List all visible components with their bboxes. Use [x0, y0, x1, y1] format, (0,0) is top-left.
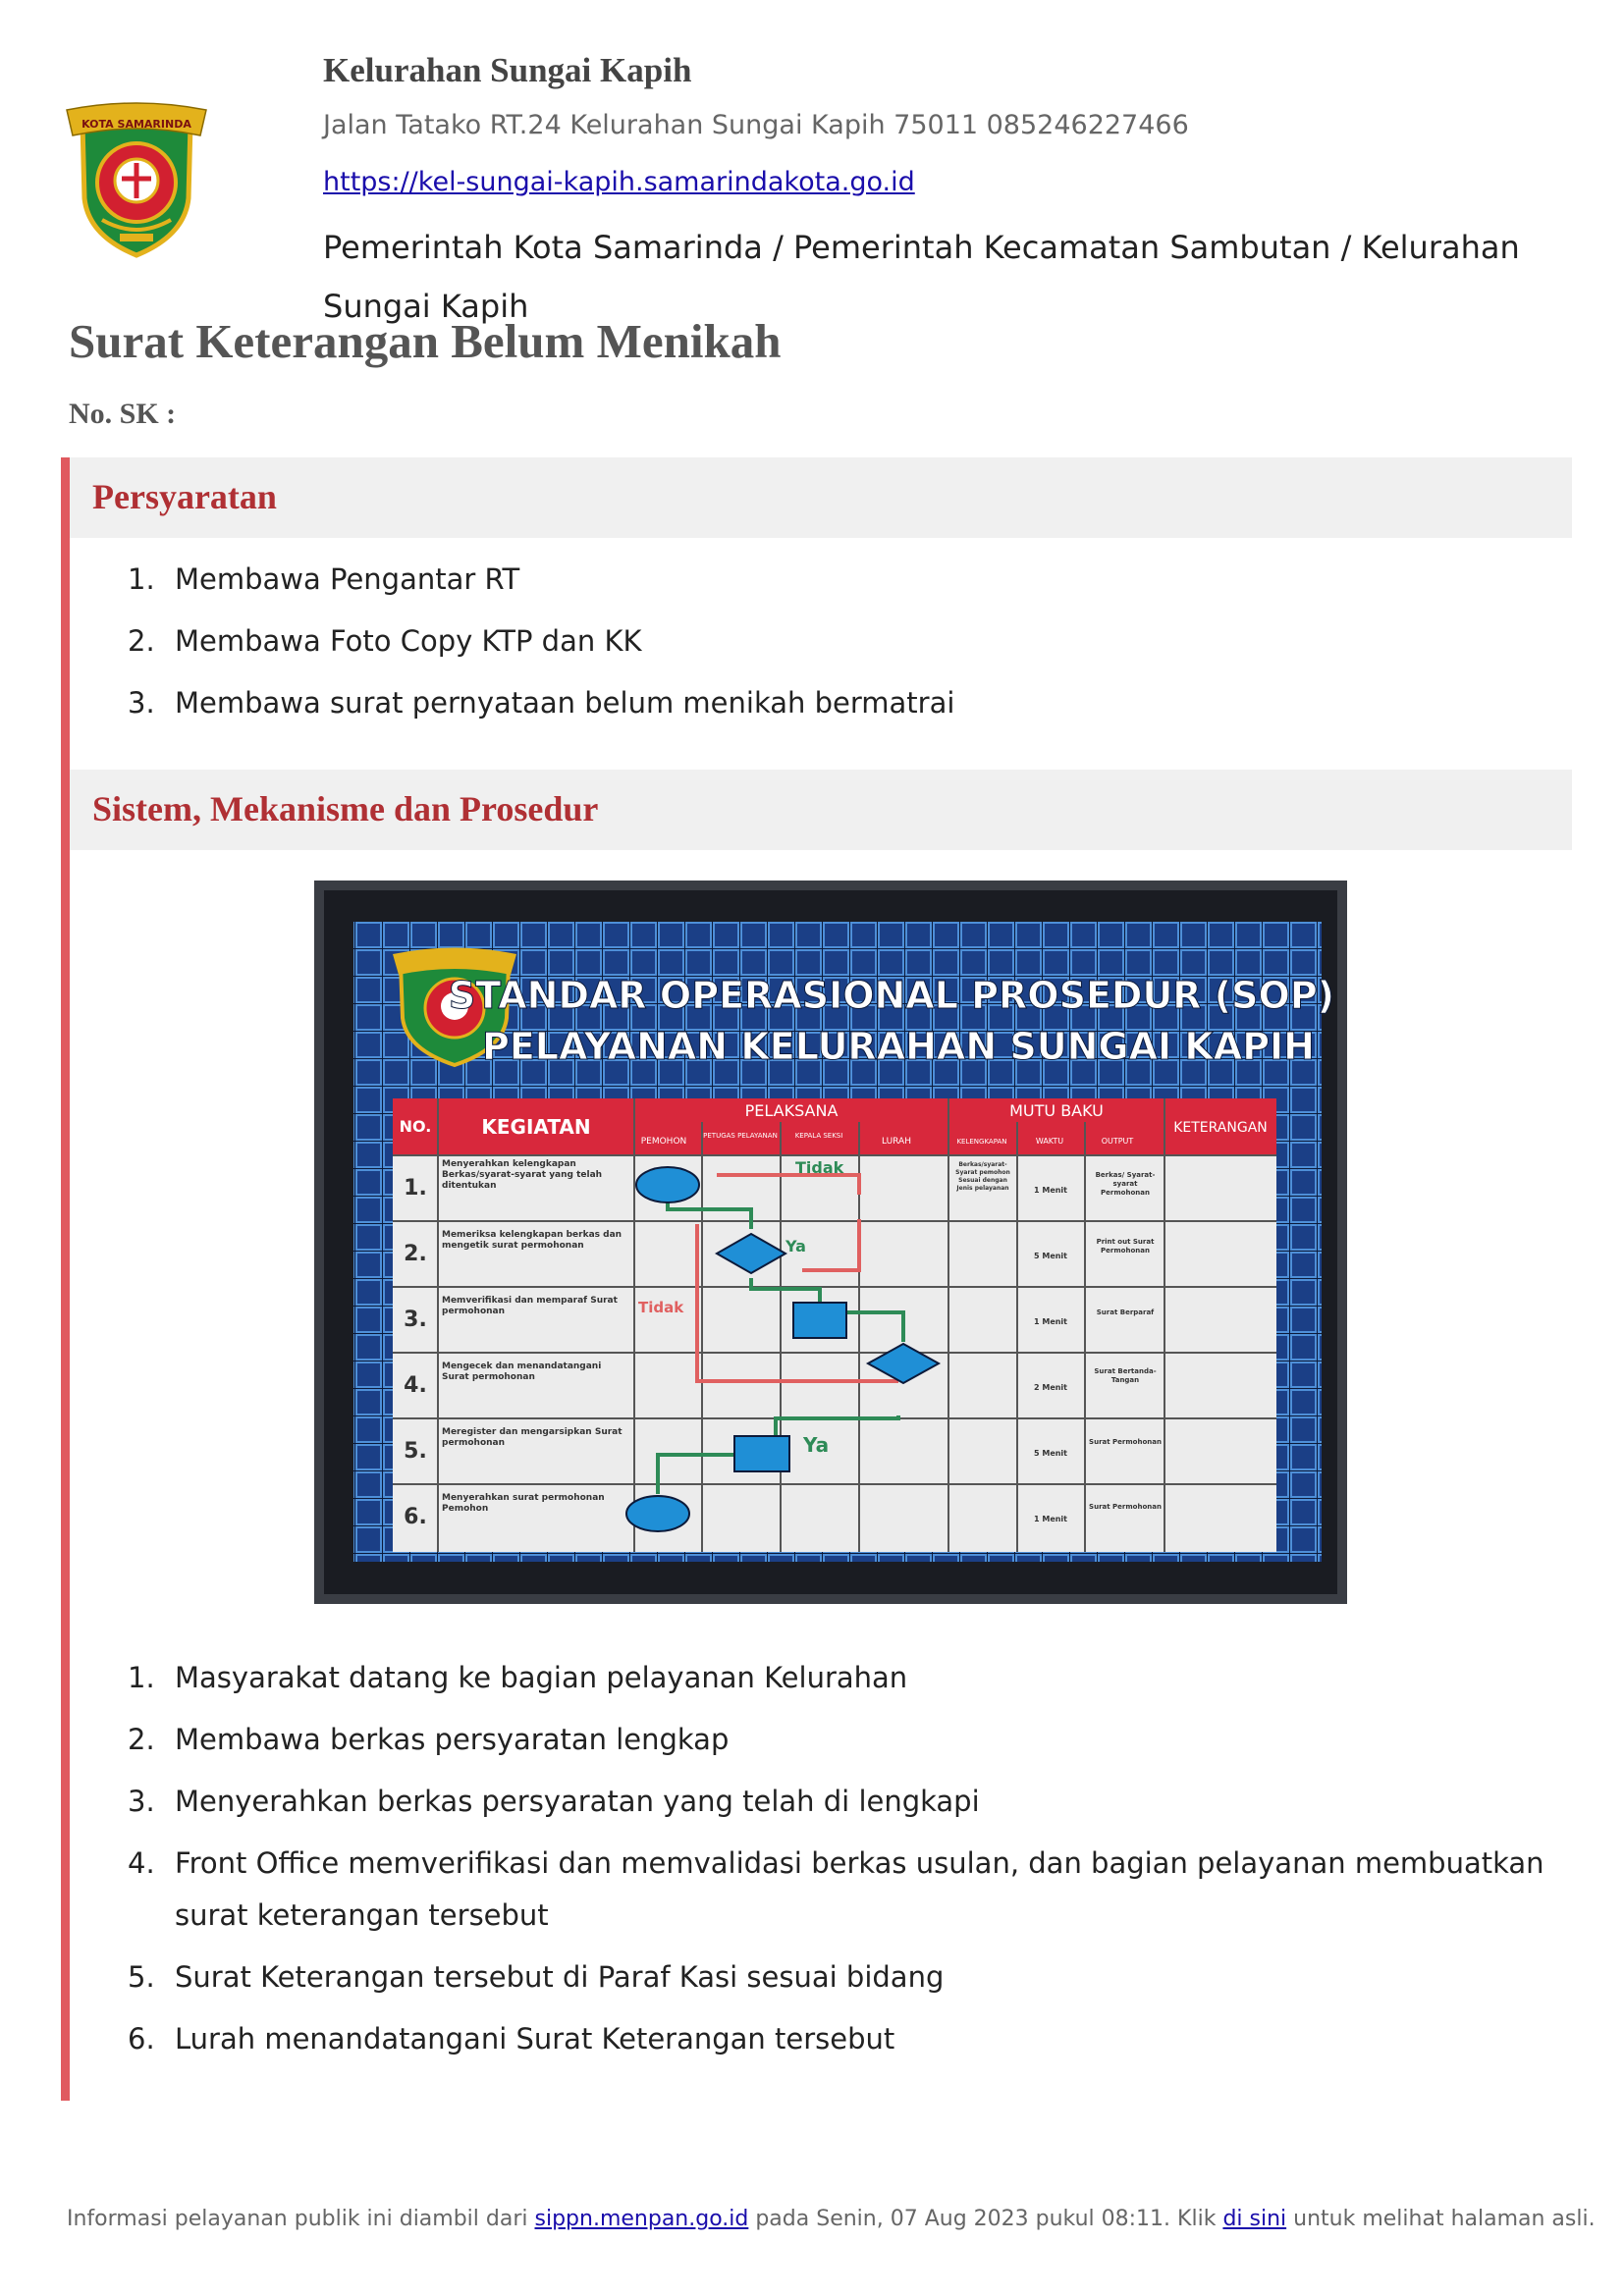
- board-col-keterangan: KETERANGAN: [1173, 1120, 1268, 1136]
- list-number: 1.: [128, 1661, 155, 1694]
- board-row-kegiatan: Memverifikasi dan memparaf Surat permohonan: [442, 1296, 618, 1316]
- footer-middle: pada Senin, 07 Aug 2023 pukul 08:11. Klik: [755, 2207, 1217, 2231]
- board-sub-kepala: KEPALA SEKSI: [794, 1132, 843, 1140]
- prosedur-item: [128, 2013, 1551, 2065]
- list-number: 2.: [128, 624, 155, 658]
- flow-label-ya: Ya: [803, 1433, 830, 1457]
- prosedur-item: [128, 1776, 1551, 1828]
- list-number: 2.: [128, 1723, 155, 1756]
- persyaratan-item: [128, 677, 1551, 729]
- flow-label-tidak: Tidak: [638, 1299, 684, 1316]
- board-row-output: Surat Bertanda-Tangan: [1094, 1367, 1157, 1384]
- flow-process-box: [793, 1303, 846, 1338]
- board-sub-waktu: WAKTU: [1035, 1137, 1064, 1146]
- persyaratan-item: [128, 615, 1551, 667]
- prosedur-header: [70, 770, 1572, 850]
- board-row-output: Surat Permohonan: [1089, 1503, 1162, 1511]
- board-title-line-2: PELAYANAN KELURAHAN SUNGAI KAPIH: [481, 1025, 1316, 1068]
- kota-samarinda-logo: [63, 102, 210, 259]
- logo-text: KOTA SAMARINDA: [81, 118, 191, 131]
- list-number: 6.: [128, 2022, 155, 2056]
- board-row-kegiatan: Mengecek dan menandatangani Surat permohonan: [442, 1362, 602, 1382]
- original-page-link[interactable]: di sini: [1222, 2207, 1287, 2231]
- board-row-output: Surat Berparaf: [1096, 1308, 1155, 1316]
- prosedur-title: Sistem, Mekanisme dan Prosedur: [92, 789, 599, 828]
- list-text: Membawa surat pernyataan belum menikah bermatrai: [175, 686, 955, 720]
- board-row-output: Surat Permohonan: [1089, 1438, 1162, 1446]
- list-text: Menyerahkan berkas persyaratan yang telah di lengkapi: [175, 1785, 980, 1818]
- board-col-mutu: MUTU BAKU: [1009, 1101, 1104, 1120]
- document-title: Surat Keterangan Belum Menikah: [69, 314, 782, 368]
- board-col-kegiatan: KEGIATAN: [481, 1115, 591, 1139]
- persyaratan-title: Persyaratan: [92, 477, 277, 516]
- board-row-waktu: 1 Menit: [1034, 1317, 1067, 1326]
- list-text: Membawa Pengantar RT: [175, 562, 520, 596]
- list-text: Membawa Foto Copy KTP dan KK: [175, 624, 642, 658]
- board-row-no: 2.: [404, 1242, 427, 1266]
- board-col-no: NO.: [399, 1117, 432, 1136]
- flow-end-terminator: [626, 1496, 689, 1531]
- persyaratan-item: [128, 554, 1551, 606]
- flow-start-terminator: [636, 1167, 699, 1202]
- list-number: 3.: [128, 1785, 155, 1818]
- board-row-kegiatan: Menyerahkan kelengkapan Berkas/syarat-syarat yang telah ditentukan: [442, 1159, 603, 1191]
- office-name: Kelurahan Sungai Kapih: [323, 51, 692, 89]
- prosedur-item: [128, 1838, 1551, 1942]
- source-footer: [67, 2202, 1596, 2237]
- board-row-waktu: 2 Menit: [1034, 1383, 1067, 1392]
- list-text: Masyarakat datang ke bagian pelayanan Kelurahan: [175, 1661, 908, 1694]
- board-row-waktu: 1 Menit: [1034, 1515, 1067, 1523]
- document-number: No. SK :: [69, 398, 177, 430]
- board-row-no: 6.: [404, 1505, 427, 1529]
- footer-prefix: Informasi pelayanan publik ini diambil dari: [67, 2207, 528, 2231]
- board-row-waktu: 1 Menit: [1034, 1186, 1067, 1195]
- prosedur-item: [128, 1714, 1551, 1766]
- list-text: Membawa berkas persyaratan lengkap: [175, 1723, 730, 1756]
- board-row-kegiatan: Memeriksa kelengkapan berkas dan mengetik surat permohonan: [442, 1230, 623, 1251]
- board-row-output: Berkas/ Syarat-syarat Permohonan: [1095, 1171, 1156, 1197]
- board-sub-lurah: LURAH: [882, 1137, 911, 1147]
- board-col-pelaksana: PELAKSANA: [744, 1101, 839, 1120]
- board-row-kelengkapan: Berkas/syarat-Syarat pemohon Sesuai dengan Jenis pelayanan: [955, 1161, 1010, 1192]
- list-number: 3.: [128, 686, 155, 720]
- prosedur-list: [128, 1652, 1551, 2075]
- section-accent-bar: [61, 457, 70, 2101]
- board-row-kegiatan: Meregister dan mengarsipkan Surat permohonan: [442, 1427, 623, 1448]
- board-sub-kelengkapan: KELENGKAPAN: [956, 1138, 1007, 1146]
- prosedur-item: [128, 1951, 1551, 2003]
- prosedur-item: [128, 1652, 1551, 1704]
- board-row-no: 5.: [404, 1439, 427, 1464]
- flow-label-ya: Ya: [785, 1237, 806, 1255]
- list-number: 4.: [128, 1846, 155, 1880]
- list-text: Surat Keterangan tersebut di Paraf Kasi sesuai bidang: [175, 1960, 945, 1994]
- board-title-line-1: STANDAR OPERASIONAL PROSEDUR (SOP): [448, 974, 1335, 1017]
- office-address: Jalan Tatako RT.24 Kelurahan Sungai Kapih 75011 085246227466: [323, 110, 1189, 140]
- board-sub-output: OUTPUT: [1101, 1137, 1134, 1146]
- board-row-no: 4.: [404, 1373, 427, 1398]
- list-number: 5.: [128, 1960, 155, 1994]
- board-row-no: 3.: [404, 1308, 427, 1332]
- hierarchy-line-2: Sungai Kapih: [323, 288, 529, 325]
- persyaratan-header: [70, 457, 1572, 538]
- source-link[interactable]: sippn.menpan.go.id: [534, 2207, 749, 2231]
- board-sub-pemohon: PEMOHON: [640, 1137, 687, 1147]
- board-row-no: 1.: [404, 1176, 427, 1201]
- flow-process-box: [734, 1436, 789, 1471]
- list-number: 1.: [128, 562, 155, 596]
- sop-board-image: [314, 881, 1347, 1604]
- list-text: Front Office memverifikasi dan memvalidasi berkas usulan, dan bagian pelayanan membuatkan surat keterangan tersebut: [175, 1846, 1544, 1932]
- letterhead: [63, 47, 1575, 325]
- persyaratan-list: [128, 554, 1551, 739]
- footer-suffix: untuk melihat halaman asli.: [1293, 2207, 1596, 2231]
- board-sub-petugas: PETUGAS PELAYANAN: [703, 1132, 778, 1140]
- flow-label-tidak: Tidak: [795, 1158, 844, 1177]
- list-text: Lurah menandatangani Surat Keterangan tersebut: [175, 2022, 895, 2056]
- board-row-kegiatan: Menyerahkan surat permohonan Pemohon: [442, 1493, 605, 1514]
- hierarchy-line-1: Pemerintah Kota Samarinda / Pemerintah Kecamatan Sambutan / Kelurahan: [323, 229, 1520, 266]
- board-row-output: Print out Surat Permohonan: [1096, 1238, 1155, 1255]
- board-row-waktu: 5 Menit: [1034, 1449, 1067, 1458]
- office-website-link[interactable]: https://kel-sungai-kapih.samarindakota.go.id: [323, 167, 915, 197]
- board-row-waktu: 5 Menit: [1034, 1252, 1067, 1260]
